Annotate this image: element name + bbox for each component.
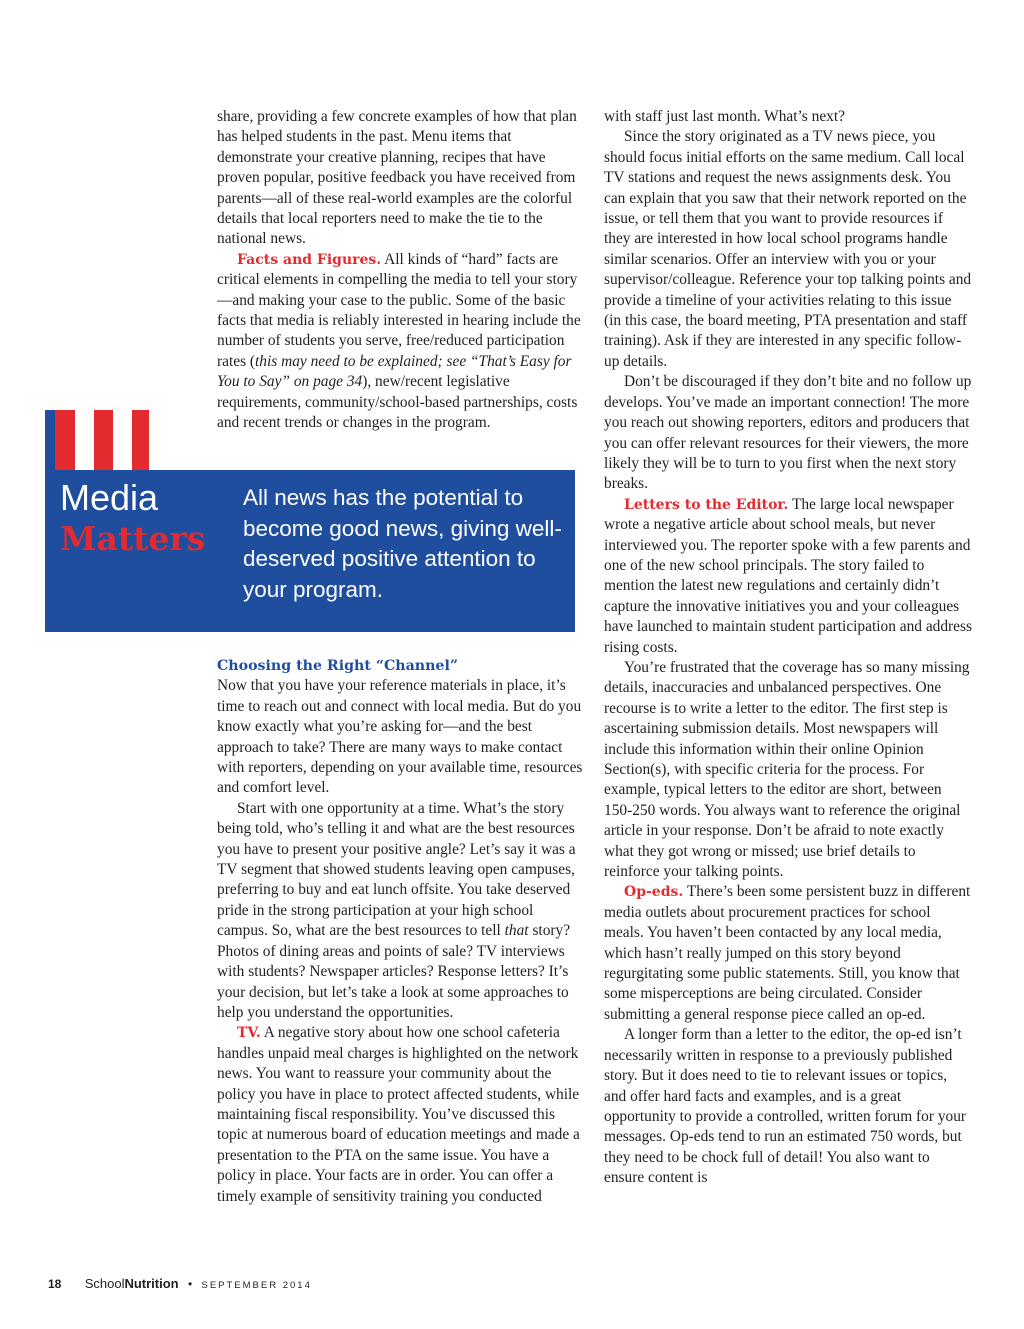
paragraph: share, providing a few concrete examples of how that plan has helped students in the past. Menu items that demonstrate your creative planning, recipes that have proven popular, positive feedback you have received from parents—all of these real-world examples are the colorful details that local reporters need to make the tie to the national news.: [217, 108, 577, 248]
paragraph: You’re frustrated that the coverage has so many missing details, inaccuracies and unbalanced perspectives. One recourse is to write a letter to the editor. The first step is ascertaining submission details. Most newspapers will include this information within their online Opinion Section(s), with specific criteria for the process. For example, typical letters to the editor are short, between 150-250 words. You always want to reference the original article in your response. Don’t be afraid to note exactly what they got wrong or missed; use brief details to reinforce your talking points.: [604, 658, 970, 881]
italic-reference: this may need to be explained; see “That’s Easy for You to Say” on page 34: [217, 352, 572, 391]
paragraph-letters-to-editor: Letters to the Editor. The large local newspaper wrote a negative article about school meals, but never interviewed you. The reporter spoke with a few parents and one of the new school principals. The story failed to mention the latest new regulations and certainly didn’t capture the innovative initiatives you and your colleagues have launched to maintain student participation and address rising costs.: [604, 495, 972, 656]
italic-word: that: [504, 922, 529, 940]
paragraph-op-eds: Op-eds. There’s been some persistent buzz in different media outlets about procurement practices for school meals. You haven’t been contacted by any local media, which hasn’t really jumped on this story beyond regurgitating some public statements. Still, you know that some misperceptions are being circulated. Consider submitting a general response piece called an op-ed.: [604, 883, 971, 1023]
section-label-media: Media: [60, 477, 159, 518]
red-stripe: [55, 410, 75, 470]
magazine-brand: SchoolNutrition: [84, 1276, 179, 1291]
paragraph: Don’t be discouraged if they don’t bite and no follow up develops. You’ve made an important connection! The more you reach out showing reporters, editors and producers that you can offer relevant resources for their viewers, the more likely they will be to turn to you first when the next story breaks.: [604, 373, 972, 493]
section-label-matters: Matters: [60, 519, 206, 558]
runin-heading: Letters to the Editor.: [624, 496, 789, 513]
left-column-bottom: [217, 656, 585, 1207]
separator-dot: •: [187, 1277, 193, 1291]
right-column: [604, 107, 972, 1189]
section-heading: Choosing the Right “Channel”: [217, 658, 458, 674]
runin-heading: Op-eds.: [624, 884, 684, 901]
red-stripe: [132, 410, 149, 470]
paragraph: A longer form than a letter to the editor, the op-ed isn’t necessarily written in response to a previously published story. But it does need to tie to relevant issues or topics, and offer hard facts and examples, and is a great opportunity to provide a controlled, written forum for your messages. Op-eds tend to run an estimated 750 words, but they need to be chock full of detail! You also want to ensure content is: [604, 1026, 967, 1187]
sidebar-flag-stripes: [45, 410, 149, 470]
page-number: 18: [48, 1277, 62, 1291]
paragraph-facts-and-figures: Facts and Figures. All kinds of “hard” facts are critical elements in compelling the media to tell your story—and making your case to the public. Some of the basic facts that media is reliably interested in hearing include the number of students you serve, free/reduced participation rates (this may need to be explained; see “That’s Easy for You to Say” on page 34), new/recent legislative requirements, community/school-based partnerships, costs and recent trends or changes in the program.: [217, 250, 581, 432]
runin-heading: Facts and Figures.: [237, 251, 382, 268]
left-column-top: [217, 107, 585, 434]
white-stripe: [113, 410, 132, 470]
paragraph: Now that you have your reference materials in place, it’s time to reach out and connect with local media. But do you know exactly what you’re asking for—and the best approach to take? There are many ways to make contact with reporters, depending on your available time, resources and comfort level.: [217, 677, 583, 797]
white-stripe: [75, 410, 94, 470]
paragraph: Start with one opportunity at a time. What’s the story being told, who’s telling it and what are the best resources you have to present your positive angle? Let’s say it was a TV segment that showed students leaving open campuses, preferring to buy and eat lunch offsite. You take deserved pride in the strong participation at your high school campus. So, what are the best resources to tell that story? Photos of dining areas and points of sale? TV interviews with students? Newspaper articles? Response letters? It’s your decision, but let’s take a look at some approaches to help you understand the opportunities.: [217, 799, 576, 1021]
paragraph-tv: TV. A negative story about how one school cafeteria handles unpaid meal charges is highlighted on the network news. You want to reassure your community about the policy you have in place to protect affected students, while maintaining fiscal responsibility. You’ve discussed this topic at numerous board of education meetings and made a presentation to the PTA on the same issue. You have a policy in place. Your facts are in order. You can offer a timely example of sensitivity training you conducted: [217, 1024, 580, 1205]
page-footer: [48, 1276, 312, 1291]
issue-date: SEPTEMBER 2014: [201, 1280, 312, 1291]
pull-quote: All news has the potential to become good news, giving well-deserved positive attention to your program.: [243, 485, 562, 603]
red-stripe: [94, 410, 113, 470]
runin-heading: TV.: [237, 1025, 261, 1042]
paragraph: Since the story originated as a TV news piece, you should focus initial efforts on the same medium. Call local TV stations and request the news assignments desk. You can explain that you saw that their network reported on the issue, or tell them that you want to provide resources if they are interested in how local school programs handle similar scenarios. Offer an interview with you or your supervisor/colleague. Reference your top talking points and provide a timeline of your activities relating to this issue (in this case, the board meeting, PTA presentation and staff training). Ask if they are interested in any specific follow-up details.: [604, 128, 972, 370]
paragraph: with staff just last month. What’s next?: [604, 108, 845, 125]
